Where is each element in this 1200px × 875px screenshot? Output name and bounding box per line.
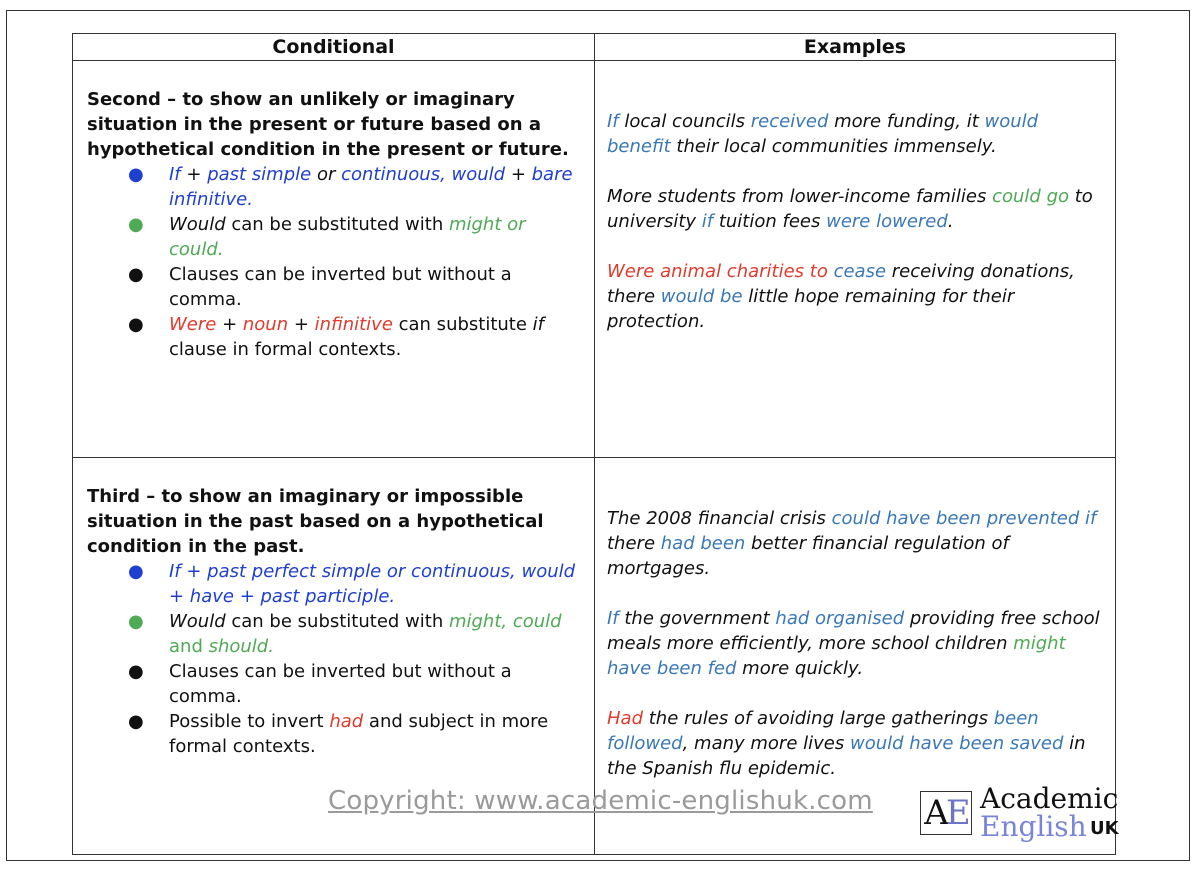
second-rule-3	[128, 262, 584, 312]
example-text: cease	[833, 261, 887, 282]
rule-text: might or could.	[169, 214, 526, 260]
bullet-icon: ●	[128, 661, 144, 682]
rule-text: can be substituted with	[225, 611, 449, 632]
academic-english-uk-logo	[920, 782, 1130, 844]
example-text: had been	[660, 533, 746, 554]
logo-mark-a: A	[924, 793, 946, 833]
rule-text: Would	[169, 611, 226, 632]
bullet-icon: ●	[128, 711, 144, 732]
example-text: would benefit	[607, 111, 1039, 157]
rule-text: if	[532, 314, 544, 335]
rule-text: past simple	[207, 164, 312, 185]
example-text: would have been saved	[849, 733, 1064, 754]
rule-text: Would	[169, 214, 226, 235]
rule-text: Possible to invert	[169, 711, 330, 732]
example-text: received	[750, 111, 829, 132]
example-text: could have been prevented if	[831, 508, 1097, 529]
example-text: had organised	[775, 608, 905, 629]
example-text: the government	[618, 608, 776, 629]
example-text: Were animal charities to	[607, 261, 828, 282]
third-rule-4	[128, 709, 584, 759]
example-text: local councils	[618, 111, 751, 132]
second-conditional-title: Second – to show an unlikely or imaginary situation in the present or future based on a hypothetical condition in the present or future.	[87, 89, 569, 160]
third-rule-1	[128, 559, 584, 609]
third-example-2	[607, 606, 1105, 681]
second-examples-cell	[595, 61, 1116, 458]
rule-text: +	[288, 314, 315, 335]
example-text: The 2008 financial crisis	[607, 508, 832, 529]
third-example-1	[607, 506, 1105, 581]
example-text: the rules of avoiding large gatherings	[643, 708, 994, 729]
bullet-icon: ●	[128, 611, 144, 632]
example-text: , many more lives	[682, 733, 850, 754]
rule-text: should.	[208, 636, 274, 657]
third-example-3	[607, 706, 1105, 781]
logo-line-academic: Academic	[980, 782, 1119, 815]
example-text: would be	[660, 286, 743, 307]
rule-text: can substitute	[392, 314, 533, 335]
rule-text: +	[180, 164, 208, 185]
example-text: in the Spanish flu epidemic.	[607, 733, 1086, 779]
rule-text: bare infinitive.	[169, 164, 573, 210]
rule-text: Clauses can be inverted but without a comma.	[169, 661, 512, 707]
bullet-icon: ●	[128, 214, 144, 235]
third-rule-3	[128, 659, 584, 709]
rule-text: +	[216, 314, 243, 335]
example-text: to university	[607, 186, 1093, 232]
rule-text: Clauses can be inverted but without a comma.	[169, 264, 512, 310]
third-conditional-title: Third – to show an imaginary or impossible situation in the past based on a hypothetical condition in the past.	[87, 486, 544, 557]
rule-text: might, could	[448, 611, 562, 632]
third-rules-list	[87, 559, 584, 759]
example-text: If	[607, 111, 619, 132]
example-text: their local communities immensely.	[670, 136, 997, 157]
rule-text: +	[505, 164, 532, 185]
rule-text: If	[169, 164, 181, 185]
second-conditional-row	[73, 61, 1116, 458]
logo-line-english: English	[980, 810, 1087, 843]
logo-mark-e: E	[945, 793, 968, 833]
example-text: .	[947, 211, 954, 232]
example-text: there	[607, 533, 661, 554]
bullet-icon: ●	[128, 264, 144, 285]
example-text: could go	[992, 186, 1070, 207]
rule-text: If + past perfect simple or continuous, would + have + past participle.	[169, 561, 576, 607]
rule-text: Were	[169, 314, 217, 335]
example-text: Had	[607, 708, 643, 729]
bullet-icon: ●	[128, 164, 144, 185]
example-text: receiving donations, there	[607, 261, 1075, 307]
third-rule-2	[128, 609, 584, 659]
rule-text: and subject in more formal contexts.	[169, 711, 549, 757]
header-row	[73, 34, 1116, 61]
rule-text: infinitive	[314, 314, 393, 335]
example-text: If	[607, 608, 619, 629]
header-examples: Examples	[595, 34, 1116, 61]
second-rule-2	[128, 212, 584, 262]
bullet-icon: ●	[128, 561, 144, 582]
rule-text: and	[169, 636, 209, 657]
second-rule-4	[128, 312, 584, 362]
second-rule-1	[128, 162, 584, 212]
example-text: have been fed	[607, 658, 737, 679]
second-example-1	[607, 109, 1105, 159]
bullet-icon: ●	[128, 314, 144, 335]
example-text: More students from lower-income families	[607, 186, 993, 207]
example-text: providing free school meals more efficiently, more school children	[607, 608, 1100, 654]
example-text: might	[1013, 633, 1066, 654]
logo-suffix-uk: UK	[1090, 818, 1119, 839]
rule-text: clause in formal contexts.	[169, 339, 402, 360]
example-text: if	[701, 211, 714, 232]
example-text: little hope remaining for their protection.	[607, 286, 1015, 332]
rule-text: had	[329, 711, 364, 732]
example-text: been followed	[607, 708, 1039, 754]
rule-text: continuous, would	[341, 164, 506, 185]
copyright-link[interactable]: Copyright: www.academic-englishuk.com	[328, 786, 873, 816]
conditionals-table	[72, 33, 1119, 855]
header-conditional: Conditional	[73, 34, 595, 61]
second-example-2	[607, 184, 1105, 234]
example-text: were lowered	[826, 211, 948, 232]
rule-text: or	[311, 164, 342, 185]
ae-logo-icon	[920, 791, 972, 835]
rule-text: can be substituted with	[225, 214, 449, 235]
example-text: better financial regulation of mortgages.	[607, 533, 1009, 579]
second-rules-list	[87, 162, 584, 362]
example-text: more funding, it	[828, 111, 985, 132]
second-conditional-cell	[73, 61, 595, 458]
rule-text: noun	[242, 314, 289, 335]
example-text: tuition fees	[713, 211, 827, 232]
example-text: more quickly.	[736, 658, 864, 679]
second-example-3	[607, 259, 1105, 334]
